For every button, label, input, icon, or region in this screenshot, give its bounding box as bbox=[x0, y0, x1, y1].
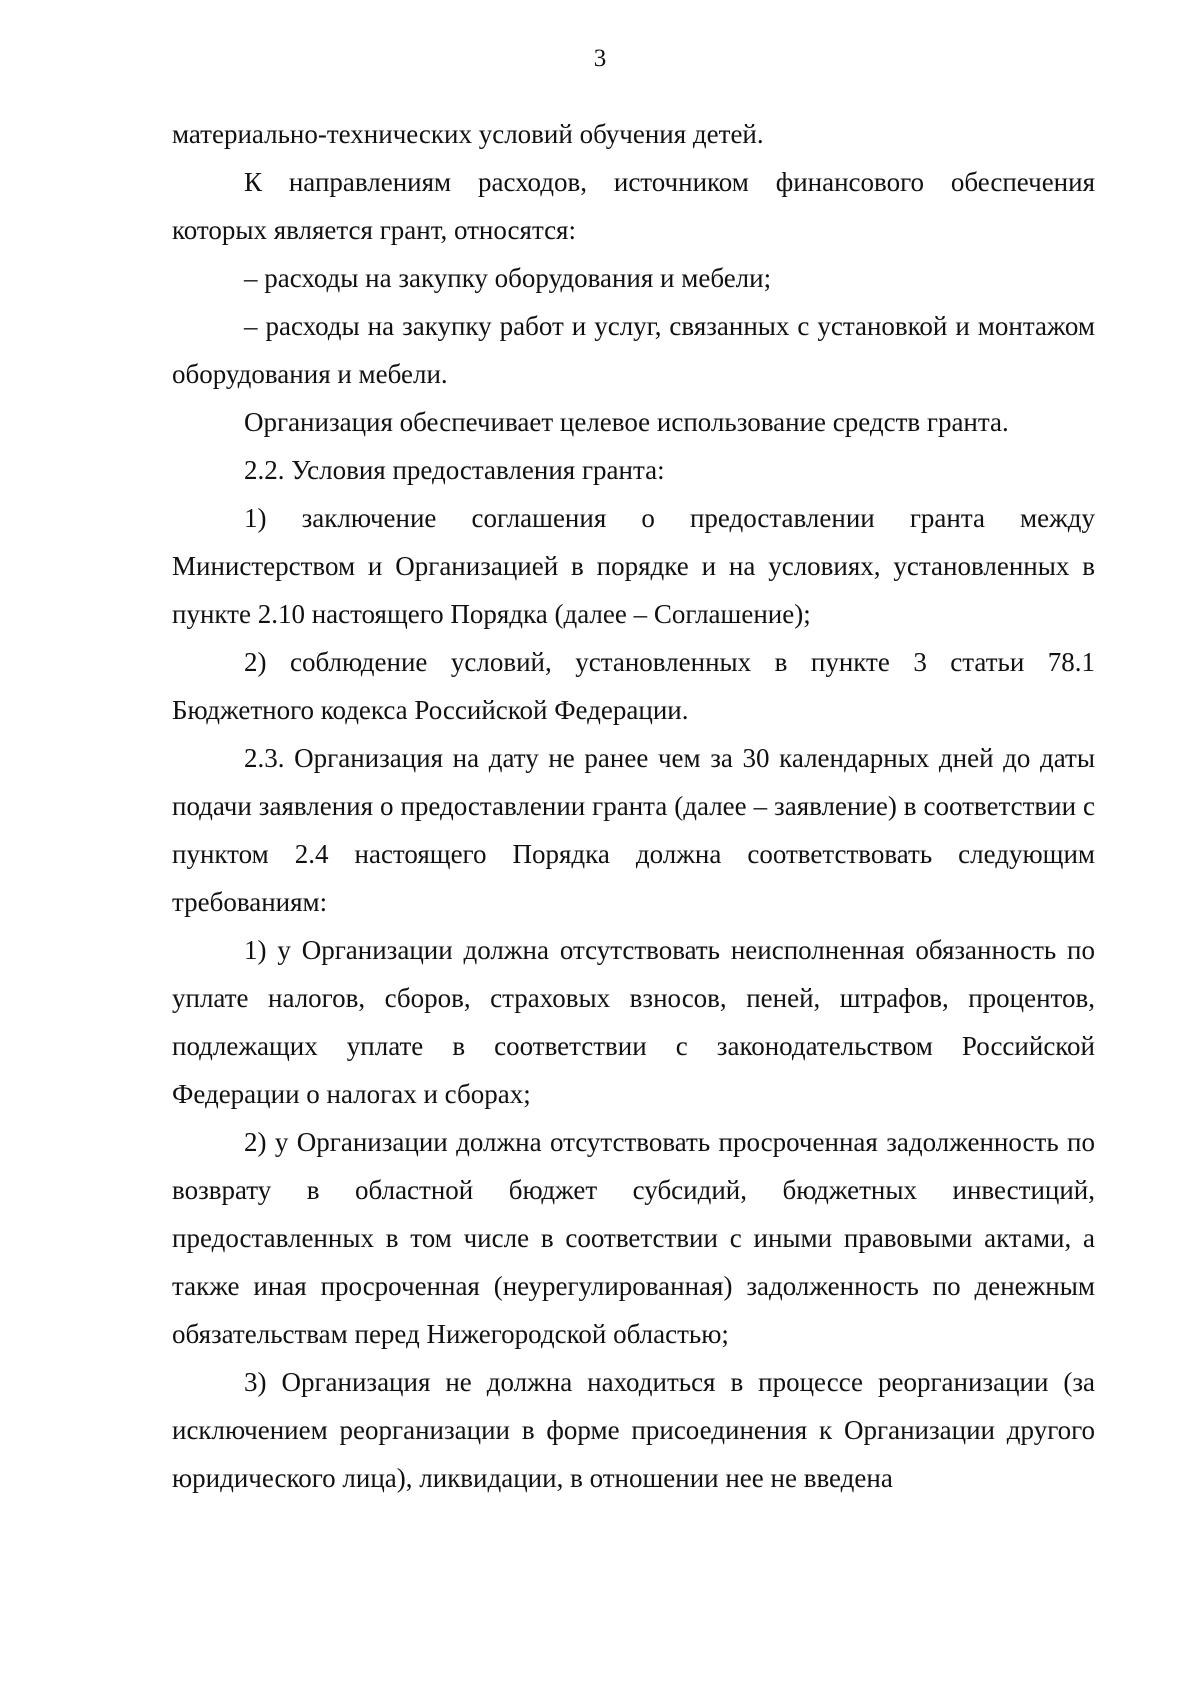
list-item-condition-2: 2) соблюдение условий, установленных в пункте 3 статьи 78.1 Бюджетного кодекса Российской Федерации. bbox=[172, 647, 1095, 725]
list-item-requirement-3: 3) Организация не должна находиться в процессе реорганизации (за исключением реорганизации в форме присоединения к Организации другого юридического лица), ликвидации, в отношении нее не введена bbox=[172, 1367, 1095, 1493]
paragraph-expense-directions: К направлениям расходов, источником финансового обеспечения которых является грант, относятся: bbox=[172, 167, 1095, 245]
page-number: 3 bbox=[593, 45, 607, 72]
list-item-equipment-purchase: – расходы на закупку оборудования и мебели; bbox=[244, 263, 772, 293]
list-item-requirement-2: 2) у Организации должна отсутствовать просроченная задолженность по возврату в областной бюджет субсидий, бюджетных инвестиций, предоставленных в том числе в соответствии с иными правовыми актами, а также иная просроченная (неурегулированная) задолженность по денежным обязательствам перед Нижегородской областью; bbox=[172, 1127, 1095, 1349]
list-item-condition-1: 1) заключение соглашения о предоставлении гранта между Министерством и Организацией в порядке и на условиях, установленных в пункте 2.10 настоящего Порядка (далее – Соглашение); bbox=[172, 503, 1095, 629]
paragraph-continuation: материально-технических условий обучения детей. bbox=[172, 119, 764, 149]
section-paragraph-2-3: 2.3. Организация на дату не ранее чем за 30 календарных дней до даты подачи заявления о предоставлении гранта (далее – заявление) в соответствии с пунктом 2.4 настоящего Порядка должна соответствовать следующим требованиям: bbox=[172, 743, 1095, 917]
list-item-requirement-1: 1) у Организации должна отсутствовать неисполненная обязанность по уплате налогов, сборов, страховых взносов, пеней, штрафов, процентов, подлежащих уплате в соответствии с законодательством Российской Федерации о налогах и сборах; bbox=[172, 935, 1095, 1109]
paragraph-targeted-use: Организация обеспечивает целевое использование средств гранта. bbox=[244, 407, 1009, 437]
document-body bbox=[172, 110, 1095, 1502]
list-item-installation-services: – расходы на закупку работ и услуг, связанных с установкой и монтажом оборудования и мебели. bbox=[172, 311, 1095, 389]
section-heading-2-2: 2.2. Условия предоставления гранта: bbox=[244, 455, 665, 485]
